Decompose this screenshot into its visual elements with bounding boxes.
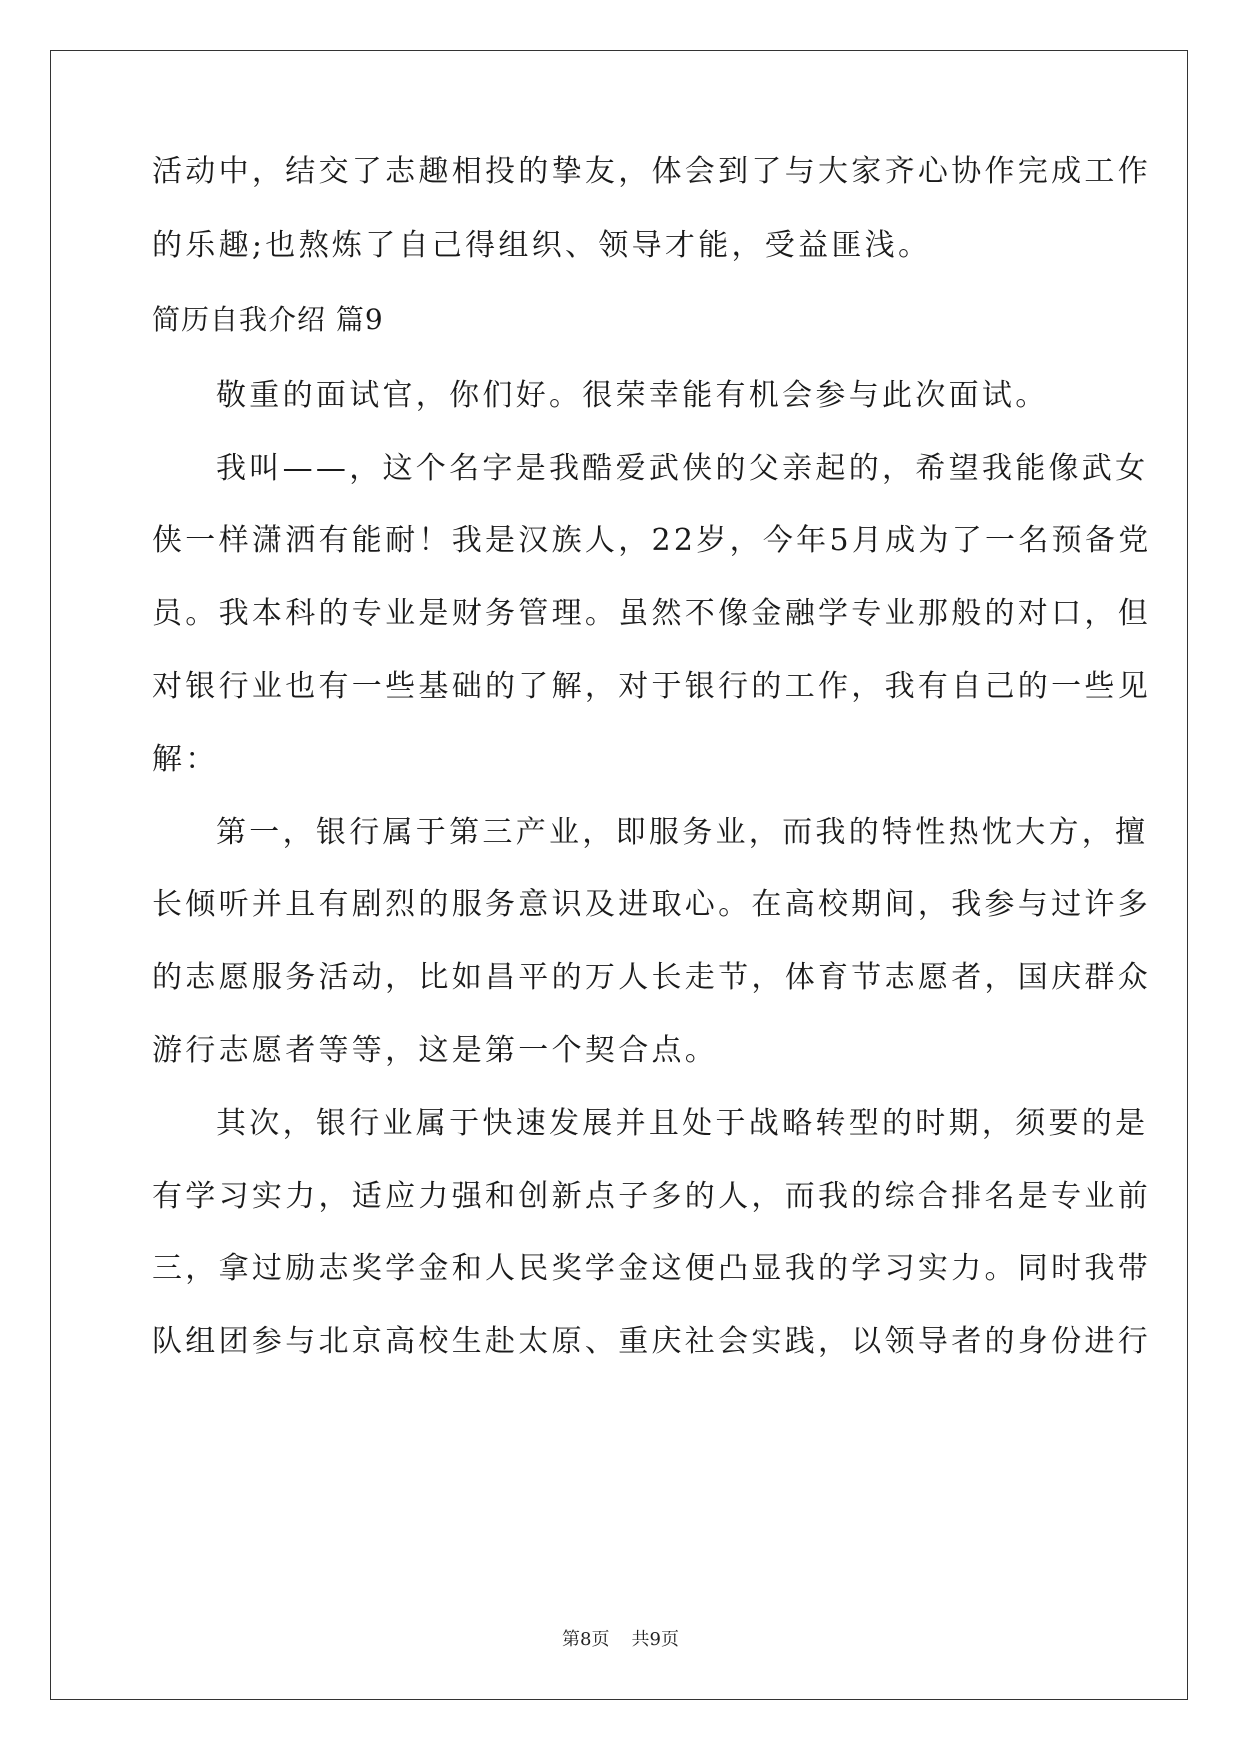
text-line: 对银行业也有一些基础的了解，对于银行的工作，我有自己的一些见 [152,669,1151,704]
page-footer [0,1628,1241,1652]
page-border [50,50,1188,1700]
paragraph-line: 第一，银行属于第三产业，即服务业，而我的特性热忱大方，擅 [216,815,1149,850]
text-line: 的乐趣;也熬炼了自己得组织、领导才能，受益匪浅。 [152,228,932,263]
page-number: 第8页 [562,1629,610,1650]
text-line: 活动中，结交了志趣相投的挚友，体会到了与大家齐心协作完成工作 [152,154,1151,189]
page-total: 共9页 [631,1629,679,1650]
text-line: 侠一样潇洒有能耐！我是汉族人，22岁，今年5月成为了一名预备党 [152,523,1152,558]
paragraph-line: 敬重的面试官，你们好。很荣幸能有机会参与此次面试。 [216,378,1049,413]
text-line: 游行志愿者等等，这是第一个契合点。 [152,1033,719,1068]
text-line: 三，拿过励志奖学金和人民奖学金这便凸显我的学习实力。同时我带 [152,1251,1151,1286]
text-line: 的志愿服务活动，比如昌平的万人长走节，体育节志愿者，国庆群众 [152,960,1151,995]
text-line: 有学习实力，适应力强和创新点子多的人，而我的综合排名是专业前 [152,1179,1151,1214]
paragraph-line: 其次，银行业属于快速发展并且处于战略转型的时期，须要的是 [216,1106,1149,1141]
text-line: 解： [152,742,219,777]
section-heading: 简历自我介绍 篇9 [152,303,384,336]
paragraph-line: 我叫——，这个名字是我酷爱武侠的父亲起的，希望我能像武女 [216,451,1149,486]
text-line: 队组团参与北京高校生赴太原、重庆社会实践，以领导者的身份进行 [152,1324,1151,1359]
text-line: 长倾听并且有剧烈的服务意识及进取心。在高校期间，我参与过许多 [152,887,1151,922]
text-line: 员。我本科的专业是财务管理。虽然不像金融学专业那般的对口，但 [152,596,1151,631]
